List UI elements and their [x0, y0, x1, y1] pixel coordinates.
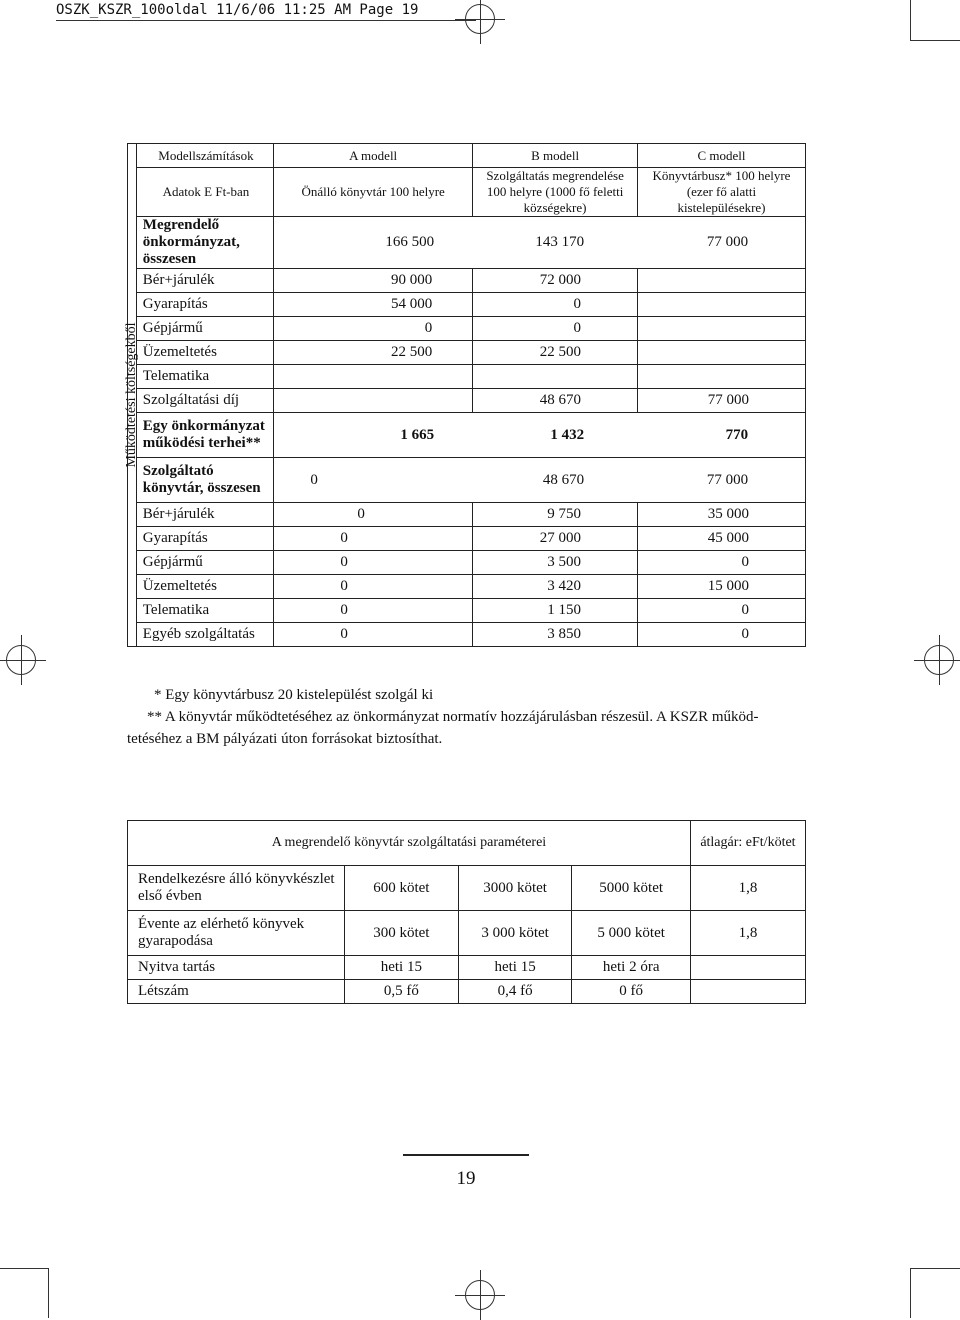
row-label: Nyitva tartás	[128, 956, 345, 980]
row-value-c	[637, 365, 805, 389]
table-subheader-row	[128, 168, 806, 217]
row-value-b: 0	[473, 317, 638, 341]
trim-mark	[910, 40, 960, 41]
row-label: Bér+járulék	[136, 503, 273, 527]
table-row	[128, 980, 806, 1004]
row-label: Bér+járulék	[136, 269, 273, 293]
row-value-c: 0	[637, 623, 805, 647]
trim-mark	[910, 1268, 911, 1318]
parameters-header: A megrendelő könyvtár szolgáltatási paraméterei	[128, 821, 691, 866]
row-value-a: 54 000	[274, 293, 473, 317]
row-value-a: 0	[274, 599, 473, 623]
print-slug-text: OSZK_KSZR_100oldal 11/6/06 11:25 AM Page 19	[56, 2, 419, 18]
group3-value-a	[274, 472, 434, 489]
group3-value-a-text: 0	[310, 471, 318, 488]
row-value-c: 0	[637, 551, 805, 575]
row-value-avg	[690, 980, 805, 1004]
footnote-1: * Egy könyvtárbusz 20 kistelepülést szolgál ki	[154, 687, 434, 703]
table-row	[128, 866, 806, 911]
row-value-a: 0	[274, 317, 473, 341]
row-value-b: 3 850	[473, 623, 638, 647]
row-value-a: 0,5 fő	[344, 980, 458, 1004]
table-row	[128, 293, 806, 317]
row-label: Létszám	[128, 980, 345, 1004]
row-label: Egyéb szolgáltatás	[136, 623, 273, 647]
service-parameters-table	[127, 820, 806, 1004]
row-label: Szolgáltatási díj	[136, 389, 273, 413]
row-label: Üzemeltetés	[136, 341, 273, 365]
table-row	[128, 389, 806, 413]
table-row	[128, 269, 806, 293]
table-row	[128, 623, 806, 647]
table-row	[128, 911, 806, 956]
model-calculation-table	[123, 143, 806, 647]
page-number: 19	[456, 1168, 476, 1189]
row-label: Gépjármű	[136, 551, 273, 575]
row-value-c	[637, 317, 805, 341]
footnote-2-line-1: ** A könyvtár működtetéséhez az önkormányzat normatív hozzájárulásban részesül. A KSZR működ-	[147, 709, 759, 725]
row-value-b	[473, 365, 638, 389]
header-c-modell: C modell	[637, 144, 805, 168]
row-value-b: 3 500	[473, 551, 638, 575]
table-header-row	[128, 821, 806, 866]
group1-value-c: 77 000	[706, 234, 749, 250]
group2-total-row	[128, 413, 806, 458]
row-value-c	[637, 293, 805, 317]
row-value-a: 0	[274, 551, 473, 575]
table-row	[128, 599, 806, 623]
group3-value-b: 48 670	[542, 471, 585, 488]
row-value-b: heti 15	[458, 956, 572, 980]
row-value-avg: 1,8	[690, 911, 805, 956]
page-number-rule	[403, 1154, 529, 1156]
row-value-b: 3000 kötet	[458, 866, 572, 911]
subheader-c: Könyvtárbusz* 100 helyre (ezer fő alatti kistelepülésekre)	[637, 168, 805, 217]
row-value-a: 22 500	[274, 341, 473, 365]
row-value-c: 5000 kötet	[572, 866, 690, 911]
table-row	[128, 365, 806, 389]
row-label: Gyarapítás	[136, 527, 273, 551]
row-value-c: 77 000	[637, 389, 805, 413]
row-label: Telematika	[136, 599, 273, 623]
row-value-b: 0	[473, 293, 638, 317]
row-value-b: 72 000	[473, 269, 638, 293]
group1-label: Megrendelő önkormányzat, összesen	[136, 217, 273, 269]
row-value-avg	[690, 956, 805, 980]
row-value-c: 15 000	[637, 575, 805, 599]
row-value-avg: 1,8	[690, 866, 805, 911]
row-label: Gyarapítás	[136, 293, 273, 317]
group3-label: Szolgáltató könyvtár, összesen	[136, 458, 273, 503]
group1-total-row	[128, 217, 806, 269]
row-value-a: 0	[274, 503, 473, 527]
avg-price-header: átlagár: eFt/kötet	[690, 821, 805, 866]
row-label: Telematika	[136, 365, 273, 389]
print-slug	[56, 0, 476, 21]
group2-value-a: 1 665	[400, 426, 435, 443]
group3-values	[274, 458, 806, 503]
row-value-a: 600 kötet	[344, 866, 458, 911]
trim-mark	[0, 1268, 48, 1269]
table-row	[128, 317, 806, 341]
row-value-c: heti 2 óra	[572, 956, 690, 980]
trim-mark	[48, 1268, 49, 1318]
row-value-c	[637, 269, 805, 293]
table-header-row	[128, 144, 806, 168]
row-label: Üzemeltetés	[136, 575, 273, 599]
row-value-a	[274, 389, 473, 413]
row-value-c: 0	[637, 599, 805, 623]
row-value-a: 90 000	[274, 269, 473, 293]
row-value-c: 45 000	[637, 527, 805, 551]
row-value-c: 5 000 kötet	[572, 911, 690, 956]
row-value-b: 0,4 fő	[458, 980, 572, 1004]
side-label-cell	[123, 144, 139, 647]
row-label: Rendelkezésre álló könyvkészlet első évben	[128, 866, 345, 911]
row-value-c: 35 000	[637, 503, 805, 527]
footnote-2-line-2: tetéséhez a BM pályázati úton forrásokat biztosíthat.	[127, 731, 443, 747]
row-value-b: 48 670	[473, 389, 638, 413]
group2-value-b: 1 432	[550, 426, 585, 443]
group1-value-a: 166 500	[385, 234, 435, 250]
row-value-a: 300 kötet	[344, 911, 458, 956]
row-value-a: 0	[274, 575, 473, 599]
group2-values	[274, 413, 806, 458]
row-value-a: 0	[274, 527, 473, 551]
row-value-b: 1 150	[473, 599, 638, 623]
header-modellszamitasok: Modellszámítások	[136, 144, 273, 168]
row-value-a: 0	[274, 623, 473, 647]
row-label: Évente az elérhető könyvek gyarapodása	[128, 911, 345, 956]
group3-value-c: 77 000	[706, 471, 749, 488]
row-label: Gépjármű	[136, 317, 273, 341]
header-a-modell: A modell	[274, 144, 473, 168]
table-row	[128, 956, 806, 980]
table-row	[128, 551, 806, 575]
header-b-modell: B modell	[473, 144, 638, 168]
trim-mark	[910, 1268, 960, 1269]
group2-label: Egy önkormányzat működési terhei**	[136, 413, 273, 458]
group1-value-b: 143 170	[535, 234, 585, 250]
row-value-c	[637, 341, 805, 365]
table-row	[128, 341, 806, 365]
trim-mark	[910, 0, 911, 40]
table-row	[128, 575, 806, 599]
subheader-b: Szolgáltatás megrendelése 100 helyre (1000 fő feletti községekre)	[473, 168, 638, 217]
table-row	[128, 503, 806, 527]
side-label: Működtetési költségekből	[123, 322, 139, 468]
row-value-b: 3 000 kötet	[458, 911, 572, 956]
row-value-a: heti 15	[344, 956, 458, 980]
subheader-label: Adatok E Ft-ban	[136, 168, 273, 217]
group2-value-c: 770	[725, 426, 749, 443]
row-value-b: 27 000	[473, 527, 638, 551]
row-value-b: 3 420	[473, 575, 638, 599]
group3-total-row	[128, 458, 806, 503]
row-value-b: 9 750	[473, 503, 638, 527]
group1-values	[274, 217, 806, 269]
subheader-a: Önálló könyvtár 100 helyre	[274, 168, 473, 217]
row-value-a	[274, 365, 473, 389]
table-row	[128, 527, 806, 551]
row-value-c: 0 fő	[572, 980, 690, 1004]
row-value-b: 22 500	[473, 341, 638, 365]
